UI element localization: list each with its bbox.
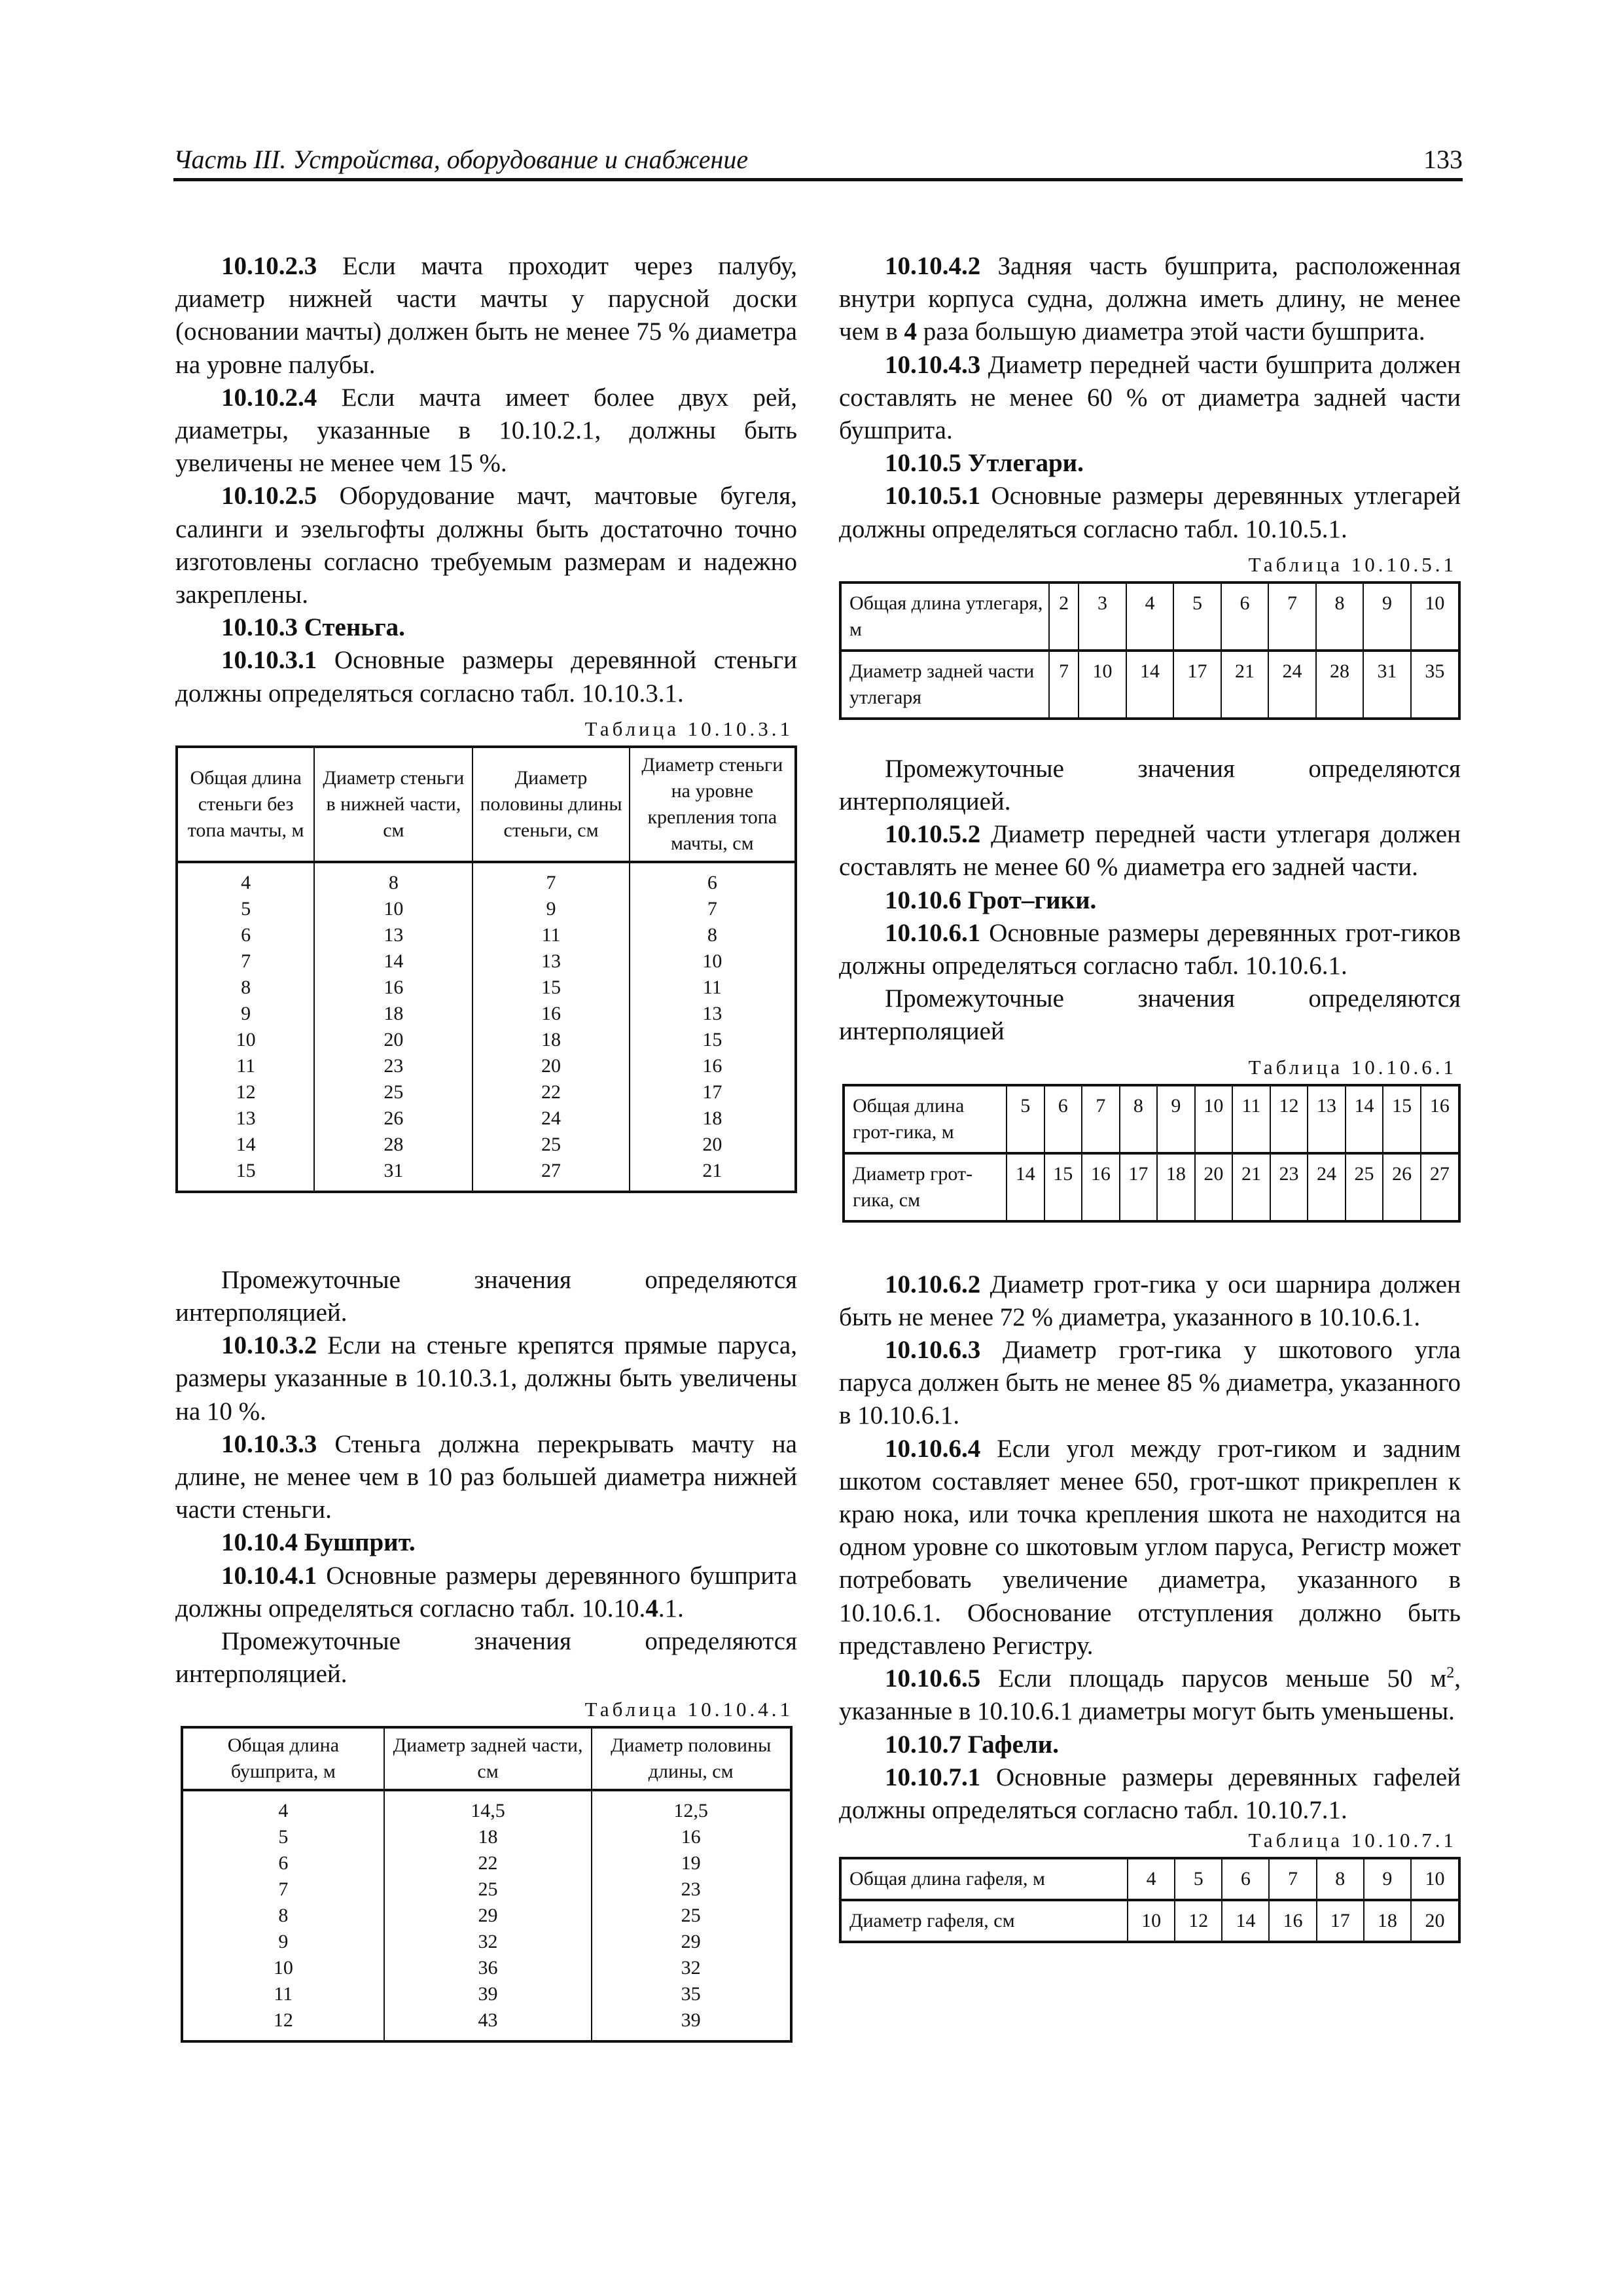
table-cell: 13 (177, 1105, 314, 1132)
right-column (839, 250, 1461, 1943)
table-cell: 9 (473, 896, 629, 922)
table-row (840, 1900, 1459, 1942)
table-row (177, 1053, 796, 1079)
table-cell: 29 (384, 1903, 592, 1929)
table-cell: 20 (473, 1053, 629, 1079)
paragraph-10-10-6-3: 10.10.6.3 Диаметр грот-гика у шкотового угла паруса должен быть не менее 85 % диаметра, указанного в 10.10.6.1. (839, 1336, 1461, 1430)
table-cell: 7 (1082, 1085, 1120, 1153)
table-cell: 5 (1173, 583, 1221, 651)
table-row-label: Диаметр задней части утлегаря (840, 651, 1049, 719)
table-cell: 14 (314, 948, 473, 975)
table-cell: 27 (1421, 1153, 1459, 1221)
table-cell: 39 (384, 1981, 592, 2007)
table-row (182, 1929, 791, 1955)
table-cell: 14,5 (384, 1790, 592, 1824)
table-cell: 22 (473, 1079, 629, 1105)
table-cell: 12 (1175, 1900, 1222, 1942)
table-cell: 10 (630, 948, 796, 975)
table-cell: 18 (630, 1105, 796, 1132)
table-cell: 27 (473, 1158, 629, 1192)
table-header-cell: Диаметр половины длины, см (592, 1727, 791, 1790)
table-cell: 4 (1128, 1858, 1175, 1900)
table-cell: 10 (1128, 1900, 1175, 1942)
paragraph-10-10-2-5: 10.10.2.5 Оборудование мачт, мачтовые бугеля, салинги и эзельгофты должны быть достаточно точно изготовлены согласно требуемым размерам и надежно закреплены. (175, 482, 797, 609)
table-row-label: Диаметр грот-гика, см (844, 1153, 1007, 1221)
table-row-label: Общая длина грот-гика, м (844, 1085, 1007, 1153)
table-row-label: Диаметр гафеля, см (840, 1900, 1128, 1942)
table-10-10-4-1 (181, 1726, 793, 2043)
table-cell: 23 (1270, 1153, 1308, 1221)
paragraph-10-10-2-3: 10.10.2.3 Если мачта проходит через палубу, диаметр нижней части мачты у парусной доски (основании мачты) должен быть не менее 75 % диаметра на уровне палубы. (175, 252, 797, 379)
paragraph-interpolation: Промежуточные значения определяются интерполяцией. (175, 1265, 797, 1327)
paragraph-10-10-4-1: 10.10.4.1 Основные размеры деревянного бушприта должны определяться согласно табл. 10.10.4.1. (175, 1561, 797, 1623)
table-cell: 16 (473, 1001, 629, 1027)
table-cell: 13 (1308, 1085, 1346, 1153)
table-cell: 9 (1363, 583, 1410, 651)
table-cell: 7 (177, 948, 314, 975)
table-header-cell: Общая длина бушприта, м (182, 1727, 385, 1790)
table-cell: 6 (182, 1850, 385, 1876)
table-row (182, 1981, 791, 2007)
paragraph-10-10-3-1: 10.10.3.1 Основные размеры деревянной стеньги должны определяться согласно табл. 10.10.3.1. (175, 646, 797, 708)
table-cell: 31 (1363, 651, 1410, 719)
table-row (840, 583, 1459, 651)
table-cell: 10 (1079, 651, 1126, 719)
table-row (177, 1158, 796, 1192)
page-header (173, 139, 1463, 181)
table-cell: 6 (1222, 1858, 1269, 1900)
table-header-cell: Общая длина стеньги без топа мачты, м (177, 747, 314, 862)
table-cell: 18 (314, 1001, 473, 1027)
table-cell: 12 (177, 1079, 314, 1105)
table-cell: 17 (1173, 651, 1221, 719)
heading-10-10-5: 10.10.5 Утлегари. (885, 449, 1084, 478)
paragraph-interpolation: Промежуточные значения определяются интерполяцией (839, 984, 1461, 1046)
table-cell: 13 (473, 948, 629, 975)
table-row-label: Общая длина гафеля, м (840, 1858, 1128, 1900)
table-cell: 28 (314, 1132, 473, 1158)
table-cell: 3 (1079, 583, 1126, 651)
paragraph-10-10-7-1: 10.10.7.1 Основные размеры деревянных гафелей должны определяться согласно табл. 10.10.7.1. (839, 1763, 1461, 1824)
table-cell: 13 (314, 922, 473, 948)
paragraph-10-10-6-5: 10.10.6.5 Если площадь парусов меньше 50 $м^2$, указанные в 10.10.6.1 диаметры могут быть уменьшены. (839, 1664, 1461, 1726)
table-cell: 14 (1346, 1085, 1383, 1153)
table-cell: 14 (177, 1132, 314, 1158)
table-cell: 18 (384, 1824, 592, 1850)
table-cell: 11 (1232, 1085, 1270, 1153)
table-cell: 21 (1221, 651, 1268, 719)
table-row (182, 1790, 791, 1824)
table-cell: 18 (473, 1027, 629, 1053)
table-cell: 8 (314, 862, 473, 896)
table-cell: 5 (1175, 1858, 1222, 1900)
table-cell: 22 (384, 1850, 592, 1876)
table-cell: 15 (1383, 1085, 1421, 1153)
table-cell: 26 (1383, 1153, 1421, 1221)
table-row (182, 1876, 791, 1903)
table-cell: 11 (177, 1053, 314, 1079)
table-cell: 7 (1049, 651, 1079, 719)
table-row (177, 948, 796, 975)
paragraph-interpolation: Промежуточные значения определяются интерполяцией. (175, 1627, 797, 1689)
table-cell: 9 (182, 1929, 385, 1955)
table-cell: 16 (592, 1824, 791, 1850)
table-cell: 4 (182, 1790, 385, 1824)
table-caption-10-10-3-1: Таблица 10.10.3.1 (584, 717, 793, 740)
table-caption-10-10-6-1: Таблица 10.10.6.1 (1248, 1055, 1457, 1079)
table-cell: 25 (592, 1903, 791, 1929)
table-cell: 16 (314, 975, 473, 1001)
table-row (840, 1858, 1459, 1900)
table-row (182, 2007, 791, 2041)
table-cell: 24 (1268, 651, 1315, 719)
table-cell: 10 (1411, 583, 1459, 651)
table-cell: 19 (592, 1850, 791, 1876)
table-cell: 6 (630, 862, 796, 896)
table-cell: 24 (473, 1105, 629, 1132)
table-cell: 8 (1317, 1858, 1364, 1900)
paragraph-10-10-3-2: 10.10.3.2 Если на стеньге крепятся прямые паруса, размеры указанные в 10.10.3.1, должны быть увеличены на 10 %. (175, 1331, 797, 1426)
table-10-10-6-1 (842, 1084, 1461, 1223)
table-cell: 8 (1120, 1085, 1158, 1153)
table-cell: 15 (177, 1158, 314, 1192)
heading-10-10-6: 10.10.6 Грот–гики. (885, 886, 1097, 914)
table-cell: 8 (177, 975, 314, 1001)
table-row (182, 1955, 791, 1981)
table-cell: 25 (473, 1132, 629, 1158)
table-cell: 21 (630, 1158, 796, 1192)
table-cell: 16 (630, 1053, 796, 1079)
paragraph-10-10-5-2: 10.10.5.2 Диаметр передней части утлегаря должен составлять не менее 60 % диаметра его задней части. (839, 820, 1461, 882)
table-caption-10-10-7-1: Таблица 10.10.7.1 (1248, 1829, 1457, 1852)
table-cell: 20 (1195, 1153, 1233, 1221)
table-cell: 9 (1157, 1085, 1195, 1153)
table-cell: 15 (1044, 1153, 1082, 1221)
table-cell: 5 (177, 896, 314, 922)
table-cell: 8 (182, 1903, 385, 1929)
heading-10-10-4: 10.10.4 Бушприт. (221, 1528, 416, 1557)
paragraph-10-10-2-4: 10.10.2.4 Если мачта имеет более двух рей, диаметры, указанные в 10.10.2.1, должны быть увеличены не менее чем 15 %. (175, 383, 797, 478)
table-cell: 8 (630, 922, 796, 948)
table-row (177, 1027, 796, 1053)
table-cell: 24 (1308, 1153, 1346, 1221)
table-cell: 7 (1268, 583, 1315, 651)
table-cell: 39 (592, 2007, 791, 2041)
table-header-cell: Диаметр стеньги на уровне крепления топа мачты, см (630, 747, 796, 862)
table-row-label: Общая длина утлегаря, м (840, 583, 1049, 651)
table-cell: 36 (384, 1955, 592, 1981)
paragraph-10-10-3-3: 10.10.3.3 Стеньга должна перекрывать мачту на длине, не менее чем в 10 раз большей диаметра нижней части стеньги. (175, 1429, 797, 1524)
table-cell: 16 (1269, 1900, 1316, 1942)
table-cell: 17 (1120, 1153, 1158, 1221)
left-column (175, 250, 797, 2043)
paragraph-10-10-4-3: 10.10.4.3 Диаметр передней части бушприта должен составлять не менее 60 % от диаметра задней части бушприта. (839, 350, 1461, 445)
table-cell: 43 (384, 2007, 592, 2041)
table-row (844, 1153, 1459, 1221)
table-row (177, 975, 796, 1001)
table-cell: 14 (1222, 1900, 1269, 1942)
table-cell: 10 (182, 1955, 385, 1981)
table-header-cell: Диаметр стеньги в нижней части, см (314, 747, 473, 862)
table-row (182, 1850, 791, 1876)
paragraph-10-10-4-2: 10.10.4.2 Задняя часть бушприта, расположенная внутри корпуса судна, должна иметь длину, не менее чем в 4 раза большую диаметра этой части бушприта. (839, 252, 1461, 346)
table-cell: 25 (384, 1876, 592, 1903)
table-header-row (177, 747, 796, 862)
table-cell: 20 (314, 1027, 473, 1053)
table-cell: 6 (1044, 1085, 1082, 1153)
table-cell: 7 (473, 862, 629, 896)
paragraph-10-10-6-2: 10.10.6.2 Диаметр грот-гика у оси шарнира должен быть не менее 72 % диаметра, указанного в 10.10.6.1. (839, 1270, 1461, 1331)
table-cell: 9 (1364, 1858, 1411, 1900)
table-cell: 4 (177, 862, 314, 896)
table-cell: 28 (1316, 651, 1363, 719)
table-10-10-7-1 (839, 1857, 1461, 1943)
table-cell: 31 (314, 1158, 473, 1192)
table-cell: 16 (1082, 1153, 1120, 1221)
table-cell: 11 (182, 1981, 385, 2007)
running-title: Часть III. Устройства, оборудование и снабжение (173, 145, 749, 174)
table-row (840, 651, 1459, 719)
table-cell: 29 (592, 1929, 791, 1955)
table-cell: 20 (1411, 1900, 1459, 1942)
table-header-cell: Диаметр половины длины стеньги, см (473, 747, 629, 862)
table-cell: 18 (1364, 1900, 1411, 1942)
page-number: 133 (1423, 145, 1463, 174)
table-cell: 13 (630, 1001, 796, 1027)
table-cell: 11 (473, 922, 629, 948)
table-cell: 10 (1195, 1085, 1233, 1153)
table-cell: 10 (177, 1027, 314, 1053)
table-cell: 8 (1316, 583, 1363, 651)
table-cell: 5 (182, 1824, 385, 1850)
table-cell: 2 (1049, 583, 1079, 651)
table-cell: 4 (1126, 583, 1173, 651)
table-cell: 23 (592, 1876, 791, 1903)
table-cell: 12,5 (592, 1790, 791, 1824)
table-cell: 25 (314, 1079, 473, 1105)
table-cell: 21 (1232, 1153, 1270, 1221)
table-header-cell: Диаметр задней части, см (384, 1727, 592, 1790)
table-cell: 32 (384, 1929, 592, 1955)
table-cell: 17 (630, 1079, 796, 1105)
table-cell: 16 (1421, 1085, 1459, 1153)
table-cell: 5 (1007, 1085, 1044, 1153)
table-row (177, 1132, 796, 1158)
table-cell: 35 (592, 1981, 791, 2007)
table-cell: 26 (314, 1105, 473, 1132)
paragraph-interpolation: Промежуточные значения определяются интерполяцией. (839, 754, 1461, 816)
table-cell: 7 (182, 1876, 385, 1903)
table-cell: 17 (1317, 1900, 1364, 1942)
paragraph-10-10-6-1: 10.10.6.1 Основные размеры деревянных грот-гиков должны определяться согласно табл. 10.10.6.1. (839, 918, 1461, 980)
table-row (177, 1079, 796, 1105)
table-cell: 15 (630, 1027, 796, 1053)
table-cell: 14 (1126, 651, 1173, 719)
table-cell: 25 (1346, 1153, 1383, 1221)
table-10-10-3-1 (175, 745, 797, 1193)
table-row (177, 1105, 796, 1132)
table-cell: 20 (630, 1132, 796, 1158)
table-row (177, 922, 796, 948)
table-caption-10-10-5-1: Таблица 10.10.5.1 (1248, 552, 1457, 576)
table-cell: 32 (592, 1955, 791, 1981)
table-row (844, 1085, 1459, 1153)
table-caption-10-10-4-1: Таблица 10.10.4.1 (584, 1698, 793, 1721)
table-row (177, 862, 796, 896)
table-cell: 12 (1270, 1085, 1308, 1153)
table-row (182, 1824, 791, 1850)
table-row (177, 896, 796, 922)
table-cell: 9 (177, 1001, 314, 1027)
table-row (182, 1903, 791, 1929)
table-cell: 12 (182, 2007, 385, 2041)
table-10-10-5-1 (839, 581, 1461, 720)
table-cell: 6 (1221, 583, 1268, 651)
table-cell: 11 (630, 975, 796, 1001)
table-cell: 18 (1157, 1153, 1195, 1221)
table-cell: 14 (1007, 1153, 1044, 1221)
table-cell: 7 (1269, 1858, 1316, 1900)
heading-10-10-3: 10.10.3 Стеньга. (221, 613, 405, 642)
table-cell: 15 (473, 975, 629, 1001)
table-cell: 10 (1411, 1858, 1459, 1900)
table-cell: 23 (314, 1053, 473, 1079)
paragraph-10-10-6-4: 10.10.6.4 Если угол между грот-гиком и задним шкотом составляет менее 650, грот-шкот прикреплен к краю нока, или точка крепления шкота не находится на одном уровне со шкотовым углом паруса, Регистр может потребовать увеличение диаметра, указанного в 10.10.6.1. Обоснование отступления должно быть представлено Регистру. (839, 1434, 1461, 1660)
table-row (177, 1001, 796, 1027)
table-cell: 10 (314, 896, 473, 922)
table-cell: 7 (630, 896, 796, 922)
paragraph-10-10-5-1: 10.10.5.1 Основные размеры деревянных утлегарей должны определяться согласно табл. 10.10.5.1. (839, 482, 1461, 543)
table-cell: 35 (1411, 651, 1459, 719)
heading-10-10-7: 10.10.7 Гафели. (885, 1730, 1060, 1759)
table-cell: 6 (177, 922, 314, 948)
table-header-row (182, 1727, 791, 1790)
